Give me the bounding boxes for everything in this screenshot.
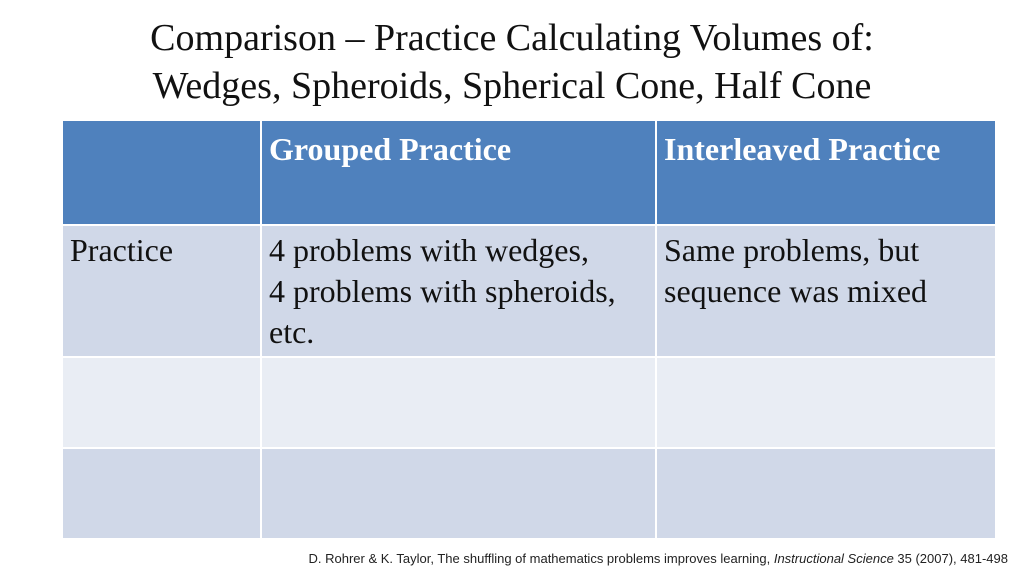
table-row (62, 357, 996, 448)
slide-title-line-1: Comparison – Practice Calculating Volumes of: (150, 17, 874, 59)
cell-text: Same problems, but sequence was mixed (664, 232, 928, 309)
header-cell-empty (62, 120, 261, 225)
header-cell-interleaved-practice: Interleaved Practice (656, 120, 996, 225)
cell-text: Practice (70, 232, 174, 268)
table-row (62, 448, 996, 539)
cell-grouped-practice (261, 225, 656, 357)
table-row (62, 225, 996, 357)
citation-details: 35 (2007), 481-498 (893, 551, 1008, 566)
cell-text: 4 problems with wedges, 4 problems with spheroids, etc. (269, 232, 616, 350)
row-label-practice (62, 225, 261, 357)
citation-authors-title: D. Rohrer & K. Taylor, The shuffling of mathematics problems improves learning, (308, 551, 774, 566)
citation-journal: Instructional Science (773, 551, 894, 566)
table-cell (656, 448, 996, 539)
comparison-table (61, 119, 997, 540)
slide-title (0, 14, 1024, 110)
slide-title-line-2: Wedges, Spheroids, Spherical Cone, Half Cone (152, 65, 872, 107)
table-cell (656, 357, 996, 448)
cell-interleaved-practice (656, 225, 996, 357)
table-header-row (62, 120, 996, 225)
table-cell (62, 357, 261, 448)
table-cell (62, 448, 261, 539)
table-cell (261, 448, 656, 539)
header-cell-grouped-practice: Grouped Practice (261, 120, 656, 225)
citation (0, 551, 1008, 566)
table-cell (261, 357, 656, 448)
